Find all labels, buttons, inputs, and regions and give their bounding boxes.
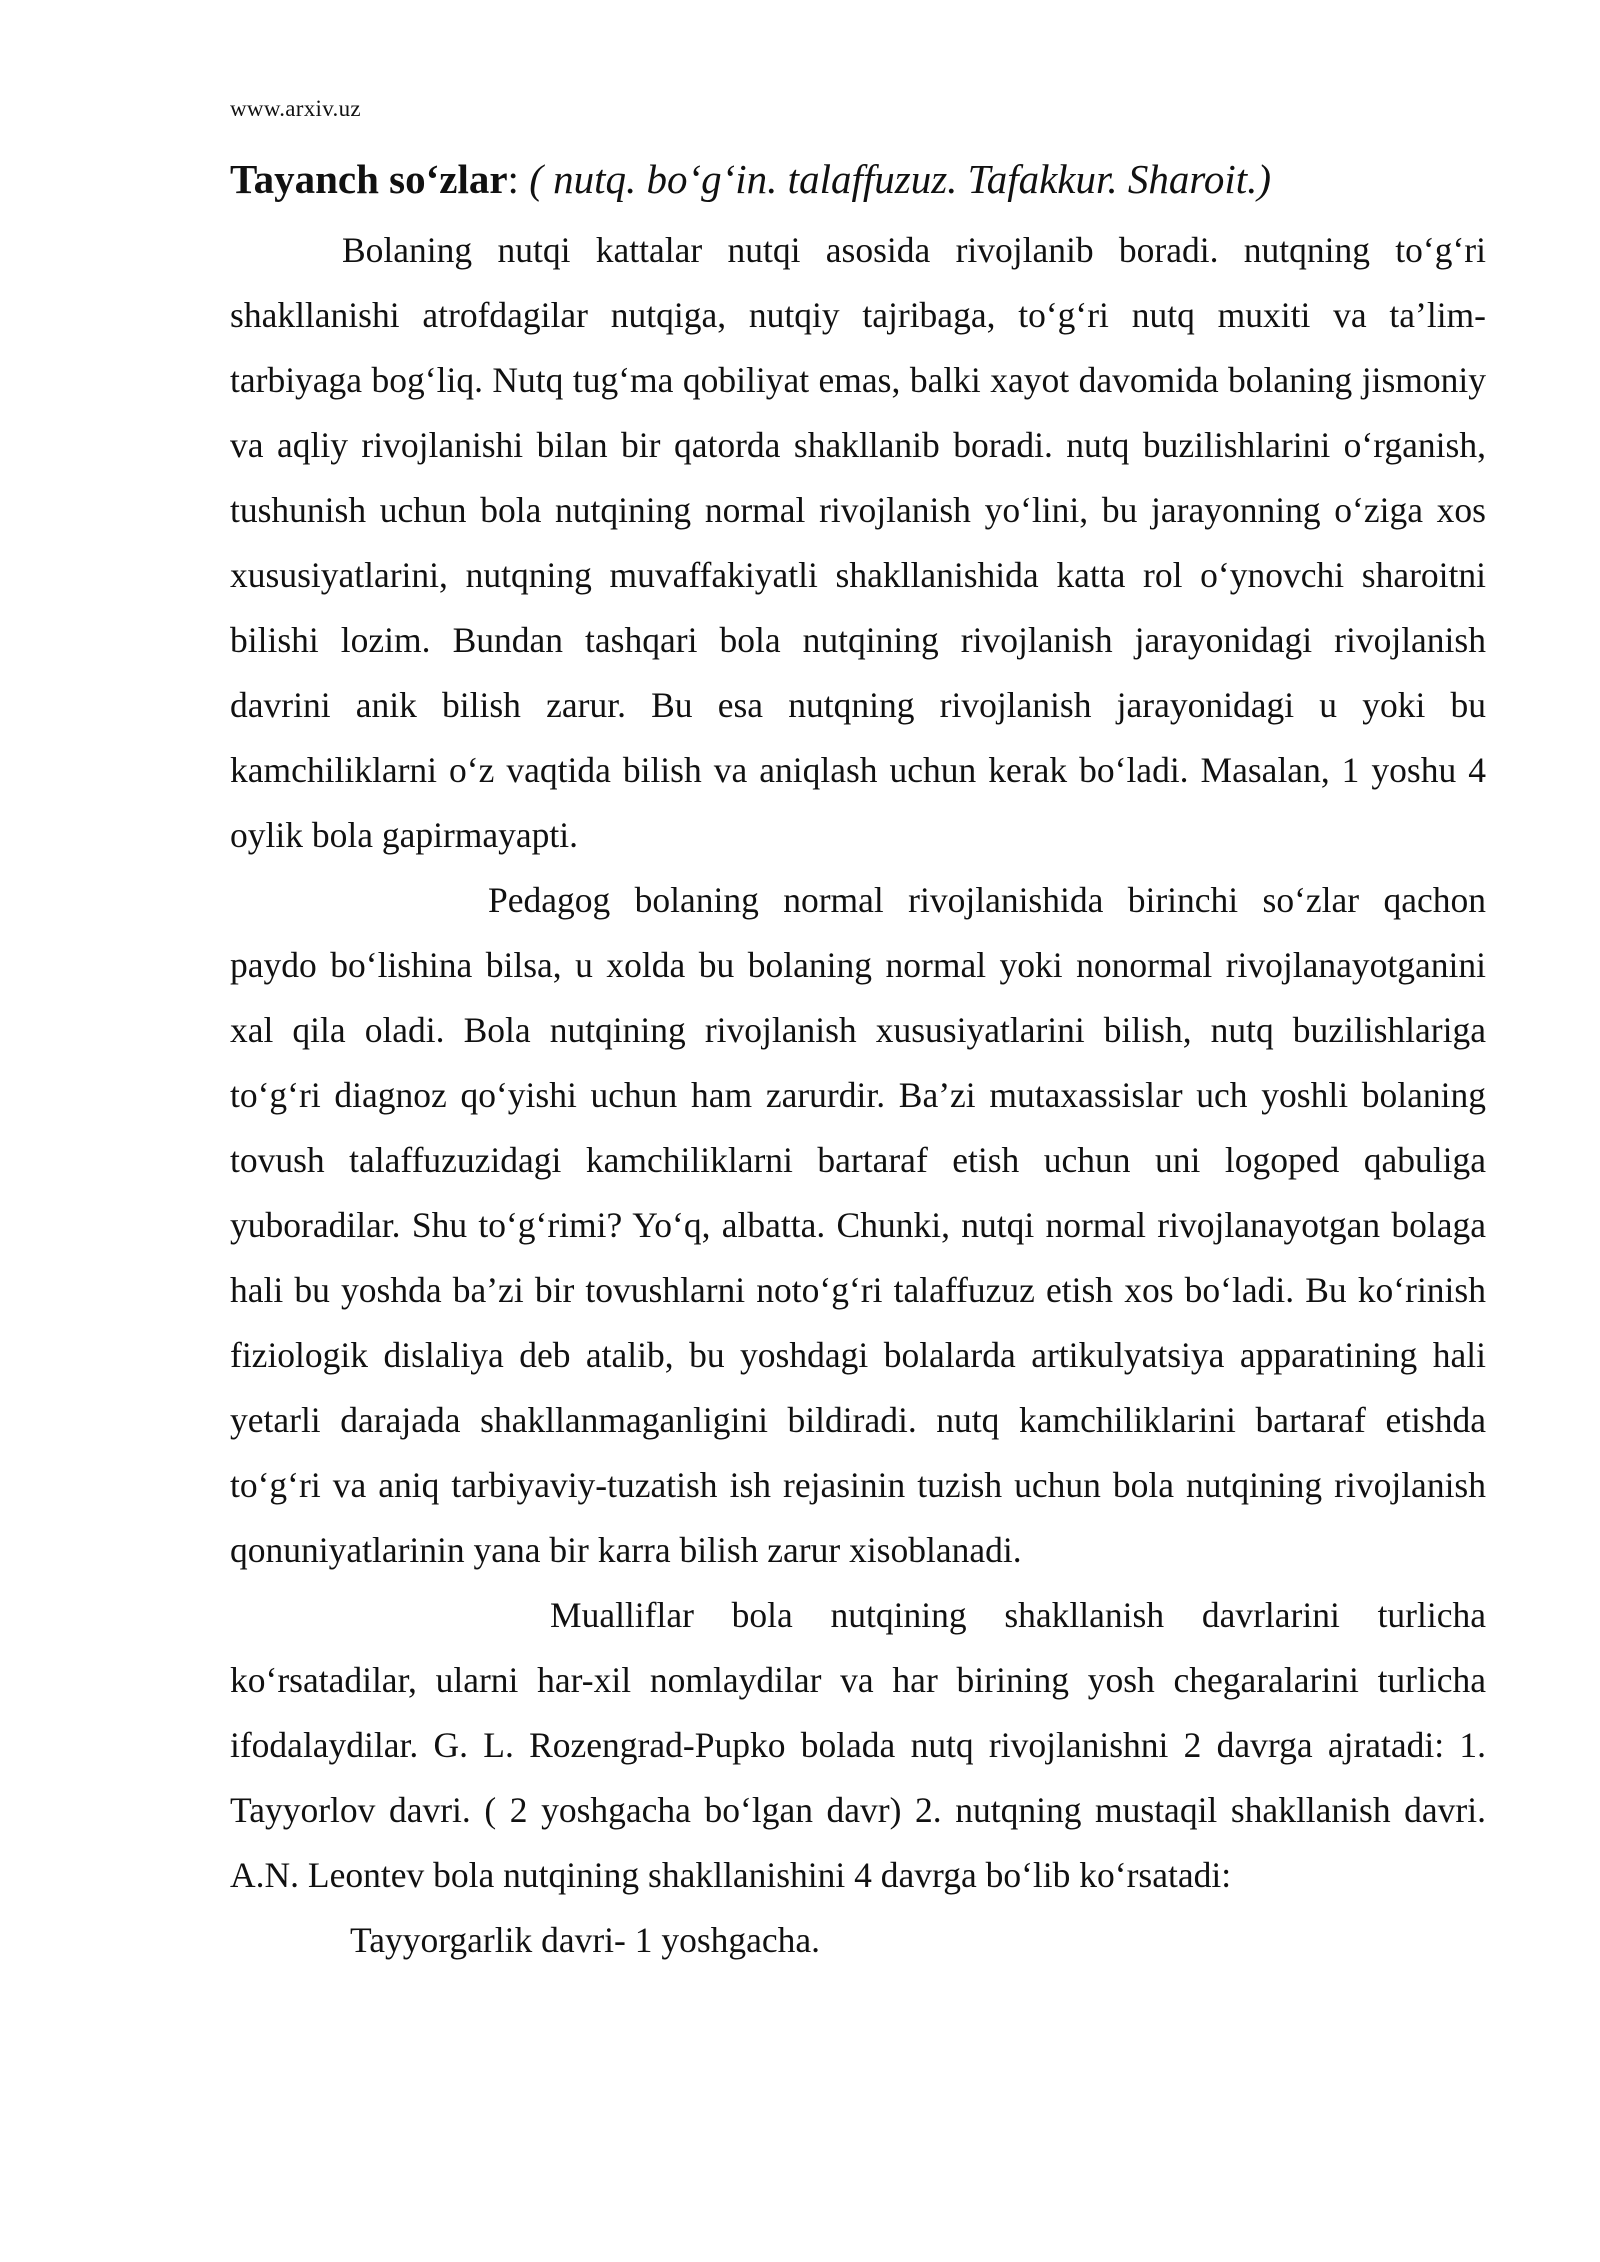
keywords-label: Tayanch so‘zlar [230,156,508,202]
keywords-separator: : [507,156,530,202]
keywords-list: ( nutq. bo‘g‘in. talaffuzuz. Tafakkur. Sharoit.) [529,156,1272,202]
paragraph-2: Pedagog bolaning normal rivojlanishida birinchi so‘zlar qachon paydo bo‘lishina bilsa, u xolda bu bolaning normal yoki nonormal rivojlanayotganini xal qila oladi. Bola nutqining rivojlanish xususiyatlarini bilish, nutq buzilishlariga to‘g‘ri diagnoz qo‘yishi uchun ham zarurdir. Ba’zi mutaxassislar uch yoshli bolaning tovush talaffuzuzidagi kamchiliklarni bartaraf etish uchun uni logoped qabuliga yuboradilar. Shu to‘g‘rimi? Yo‘q, albatta. Chunki, nutqi normal rivojlanayotgan bolaga hali bu yoshda ba’zi bir tovushlarni noto‘g‘ri talaffuzuz etish xos bo‘ladi. Bu ko‘rinish fiziologik dislaliya deb atalib, bu yoshdagi bolalarda artikulyatsiya apparatining hali yetarli darajada shakllanmaganligini bildiradi. nutq kamchiliklarini bartaraf etishda to‘g‘ri va aniq tarbiyaviy-tuzatish ish rejasinin tuzish uchun bola nutqining rivojlanish qonuniyatlarinin yana bir karra bilish zarur xisoblanadi. [230,880,1486,1570]
document-body [230,218,1486,1973]
keywords-line [230,154,1490,204]
paragraph-3: Mualliflar bola nutqining shakllanish davrlarini turlicha ko‘rsatadilar, ularni har-xil nomlaydilar va har birining yosh chegaralarini turlicha ifodalaydilar. G. L. Rozengrad-Pupko bolada nutq rivojlanishni 2 davrga ajratadi: 1. Tayyorlov davri. ( 2 yoshgacha bo‘lgan davr) 2. nutqning mustaqil shakllanish davri. A.N. Leontev bola nutqining shakllanishini 4 davrga bo‘lib ko‘rsatadi: [230,1595,1486,1895]
paragraph-4: Tayyorgarlik davri- 1 yoshgacha. [350,1920,821,1960]
source-url: www.arxiv.uz [230,96,361,121]
paragraph-1: Bolaning nutqi kattalar nutqi asosida rivojlanib boradi. nutqning to‘g‘ri shakllanishi atrofdagilar nutqiga, nutqiy tajribaga, to‘g‘ri nutq muxiti va ta’lim-tarbiyaga bog‘liq. Nutq tug‘ma qobiliyat emas, balki xayot davomida bolaning jismoniy va aqliy rivojlanishi bilan bir qatorda shakllanib boradi. nutq buzilishlarini o‘rganish, tushunish uchun bola nutqining normal rivojlanish yo‘lini, bu jarayonning o‘ziga xos xususiyatlarini, nutqning muvaffakiyatli shakllanishida katta rol o‘ynovchi sharoitni bilishi lozim. Bundan tashqari bola nutqining rivojlanish jarayonidagi rivojlanish davrini anik bilish zarur. Bu esa nutqning rivojlanish jarayonidagi u yoki bu kamchiliklarni o‘z vaqtida bilish va aniqlash uchun kerak bo‘ladi. Masalan, 1 yoshu 4 oylik bola gapirmayapti. [230,230,1486,855]
